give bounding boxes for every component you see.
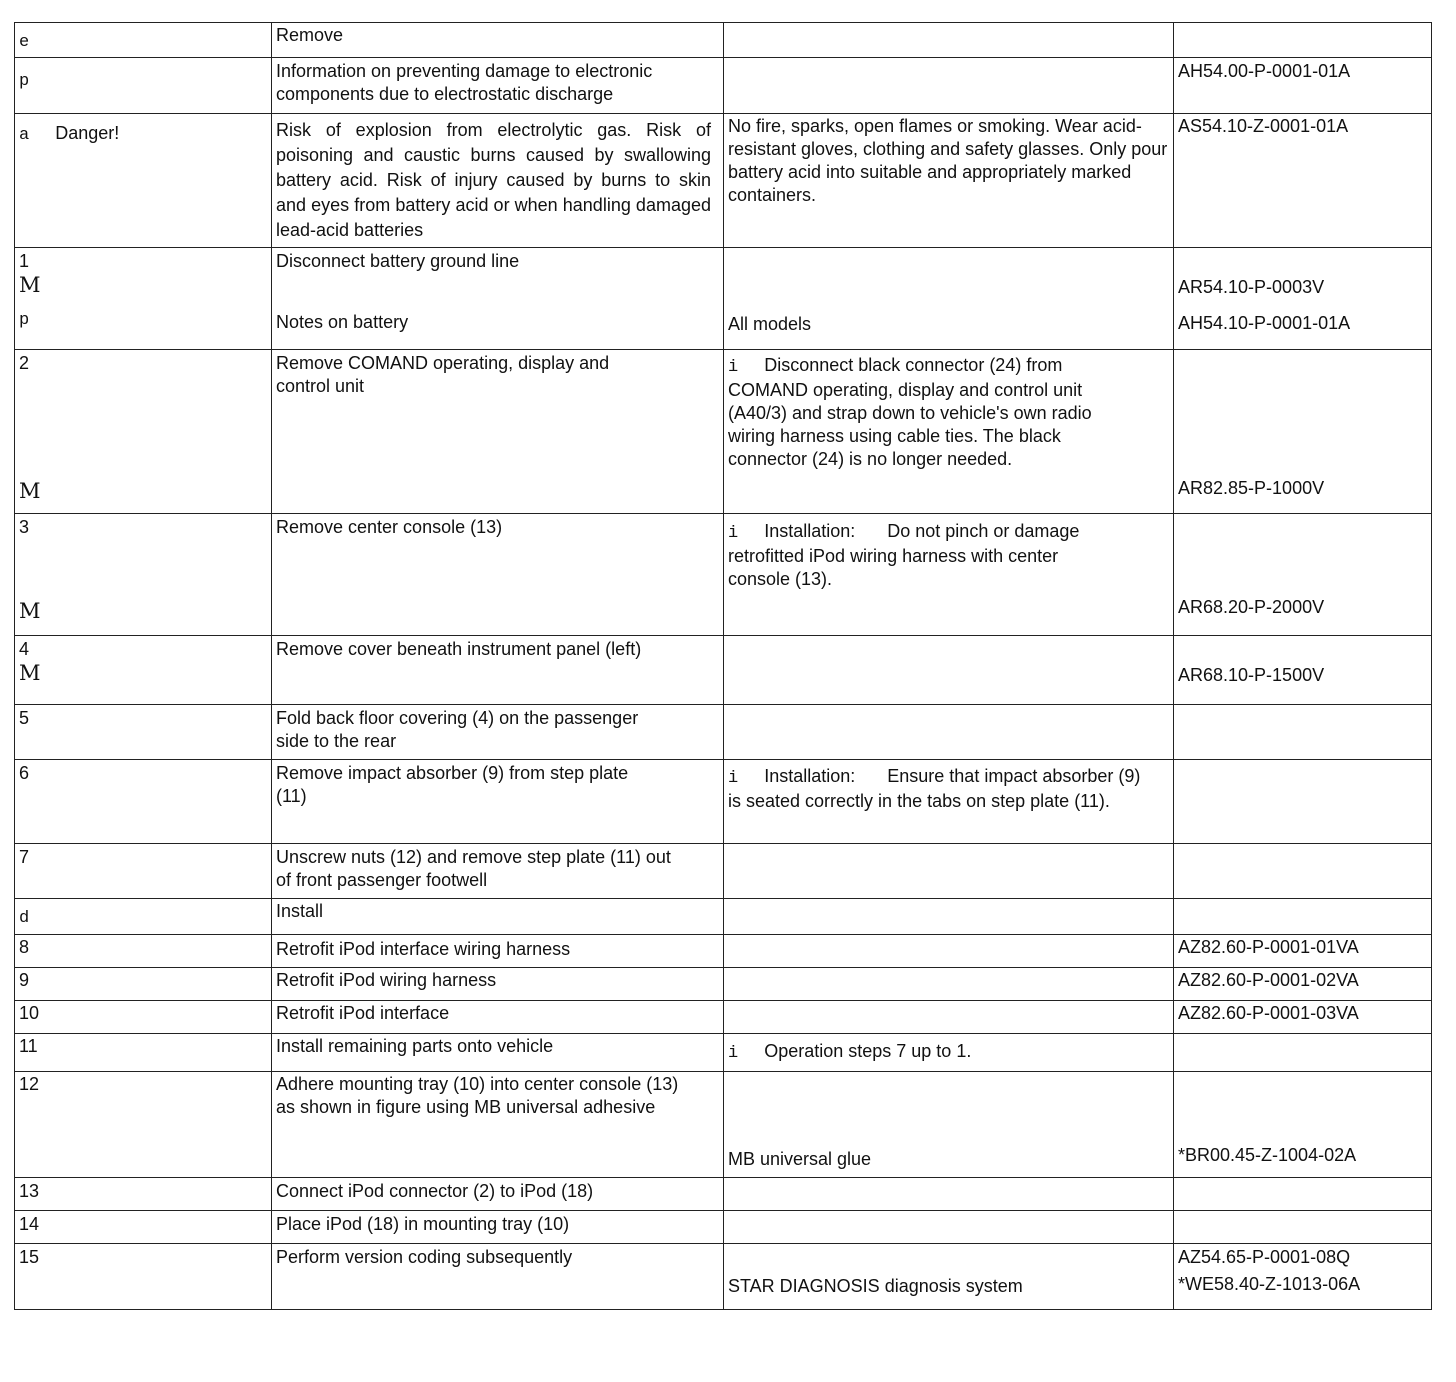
step-number: 2 bbox=[19, 353, 30, 373]
reference-code[interactable]: AZ82.60-P-0001-02VA bbox=[1178, 970, 1359, 990]
table-row bbox=[15, 760, 1432, 844]
step-text: Retrofit iPod wiring harness bbox=[276, 970, 497, 990]
table-row bbox=[15, 968, 1432, 1001]
step-text: Remove center console (13) bbox=[276, 517, 503, 537]
step-number: 7 bbox=[19, 847, 30, 867]
instruction-note: Disconnect black connector (24) from COMAND operating, display and control unit (A40/3) and strap down to vehicle's own radio wiring harness using cable ties. The black connector (24) is no longer needed. bbox=[728, 355, 1092, 469]
reference-code[interactable]: AZ54.65-P-0001-08Q bbox=[1178, 1247, 1351, 1267]
model-note: All models bbox=[728, 314, 812, 334]
step-number: 5 bbox=[19, 708, 30, 728]
install-symbol: d bbox=[19, 909, 30, 928]
step-number: 14 bbox=[19, 1214, 40, 1234]
step-number: 1 bbox=[19, 251, 30, 271]
step-text: Information on preventing damage to electronic components due to electrostatic discharge bbox=[276, 61, 653, 104]
reference-code[interactable]: AZ82.60-P-0001-03VA bbox=[1178, 1003, 1359, 1023]
warning-symbol: a bbox=[19, 126, 30, 145]
table-row bbox=[15, 935, 1432, 968]
instruction-note: Do not pinch or damage retrofitted iPod wiring harness with center console (13). bbox=[728, 521, 1080, 589]
reference-code[interactable]: AH54.00-P-0001-01A bbox=[1178, 61, 1351, 81]
step-number: 15 bbox=[19, 1247, 40, 1267]
reference-code[interactable]: AZ82.60-P-0001-01VA bbox=[1178, 937, 1359, 957]
info-symbol: p bbox=[19, 311, 30, 330]
step-text: Place iPod (18) in mounting tray (10) bbox=[276, 1214, 570, 1234]
manual-symbol: M bbox=[19, 661, 41, 685]
step-text: Fold back floor covering (4) on the passenger side to the rear bbox=[276, 708, 639, 751]
table-row bbox=[15, 514, 1432, 636]
installation-label: Installation: bbox=[764, 521, 856, 541]
step-number: 11 bbox=[19, 1036, 38, 1056]
manual-symbol: M bbox=[19, 479, 41, 503]
manual-symbol: M bbox=[19, 599, 41, 623]
reference-code[interactable]: AR68.10-P-1500V bbox=[1178, 665, 1325, 685]
table-row bbox=[15, 1244, 1432, 1310]
reference-code[interactable]: AR54.10-P-0003V bbox=[1178, 277, 1325, 297]
tool-note: STAR DIAGNOSIS diagnosis system bbox=[728, 1276, 1023, 1296]
table-row bbox=[15, 350, 1432, 514]
instruction-note: Ensure that impact absorber (9) is seated correctly in the tabs on step plate (11). bbox=[728, 766, 1141, 811]
step-text: Remove cover beneath instrument panel (left) bbox=[276, 639, 642, 659]
step-text: Remove bbox=[276, 25, 344, 45]
step-text: Remove impact absorber (9) from step plate (11) bbox=[276, 763, 629, 806]
table-row bbox=[15, 899, 1432, 935]
step-number: 3 bbox=[19, 517, 30, 537]
step-number: 12 bbox=[19, 1074, 40, 1094]
reference-code[interactable]: *WE58.40-Z-1013-06A bbox=[1178, 1274, 1361, 1294]
table-row bbox=[15, 705, 1432, 760]
info-icon: i bbox=[728, 1044, 739, 1063]
reference-code[interactable]: AH54.10-P-0001-01A bbox=[1178, 313, 1351, 333]
instruction-note: Operation steps 7 up to 1. bbox=[764, 1041, 972, 1061]
info-icon: i bbox=[728, 358, 739, 377]
table-row bbox=[15, 844, 1432, 899]
table-row bbox=[15, 23, 1432, 58]
table-row bbox=[15, 1072, 1432, 1178]
step-number: 13 bbox=[19, 1181, 40, 1201]
table-row bbox=[15, 1001, 1432, 1034]
safety-note: No fire, sparks, open flames or smoking. Wear acid-resistant gloves, clothing and safety glasses. Only pour battery acid into suitable and appropriately marked containers. bbox=[728, 116, 1168, 205]
table-row bbox=[15, 1211, 1432, 1244]
info-icon: i bbox=[728, 769, 739, 788]
step-number: 6 bbox=[19, 763, 30, 783]
step-text: Unscrew nuts (12) and remove step plate (11) out of front passenger footwell bbox=[276, 847, 671, 890]
installation-label: Installation: bbox=[764, 766, 856, 786]
step-text: Connect iPod connector (2) to iPod (18) bbox=[276, 1181, 594, 1201]
manual-symbol: M bbox=[19, 273, 41, 297]
info-icon: i bbox=[728, 524, 739, 543]
hazard-text: Risk of explosion from electrolytic gas. Risk of poisoning and caustic burns caused by swallowing battery acid. Risk of injury caused by burns to skin and eyes from battery acid or when handling damaged lead-acid batteries bbox=[276, 120, 711, 240]
step-text: Disconnect battery ground line bbox=[276, 251, 520, 271]
reference-code[interactable]: *BR00.45-Z-1004-02A bbox=[1178, 1145, 1357, 1165]
table-row bbox=[15, 58, 1432, 114]
step-text: Perform version coding subsequently bbox=[276, 1247, 573, 1267]
table-row bbox=[15, 114, 1432, 248]
table-row bbox=[15, 636, 1432, 705]
step-text: Install remaining parts onto vehicle bbox=[276, 1036, 554, 1056]
step-text: Retrofit iPod interface wiring harness bbox=[276, 939, 571, 959]
step-text: Remove COMAND operating, display and control unit bbox=[276, 353, 610, 396]
note-text: Notes on battery bbox=[276, 312, 409, 332]
step-number: 9 bbox=[19, 970, 30, 990]
reference-code[interactable]: AR82.85-P-1000V bbox=[1178, 478, 1325, 498]
step-number: 8 bbox=[19, 937, 30, 957]
step-text: Adhere mounting tray (10) into center console (13) as shown in figure using MB universal adhesive bbox=[276, 1074, 679, 1117]
table-row bbox=[15, 1034, 1432, 1072]
info-symbol: p bbox=[19, 72, 30, 91]
step-text: Install bbox=[276, 901, 324, 921]
remove-symbol: e bbox=[19, 33, 30, 52]
reference-code[interactable]: AS54.10-Z-0001-01A bbox=[1178, 116, 1349, 136]
table-row bbox=[15, 248, 1432, 350]
step-text: Retrofit iPod interface bbox=[276, 1003, 450, 1023]
step-number: 4 bbox=[19, 639, 30, 659]
material-note: MB universal glue bbox=[728, 1149, 872, 1169]
step-number: 10 bbox=[19, 1003, 40, 1023]
procedure-table bbox=[14, 22, 1432, 1310]
danger-label: Danger! bbox=[55, 123, 120, 143]
reference-code[interactable]: AR68.20-P-2000V bbox=[1178, 597, 1325, 617]
table-row bbox=[15, 1178, 1432, 1211]
